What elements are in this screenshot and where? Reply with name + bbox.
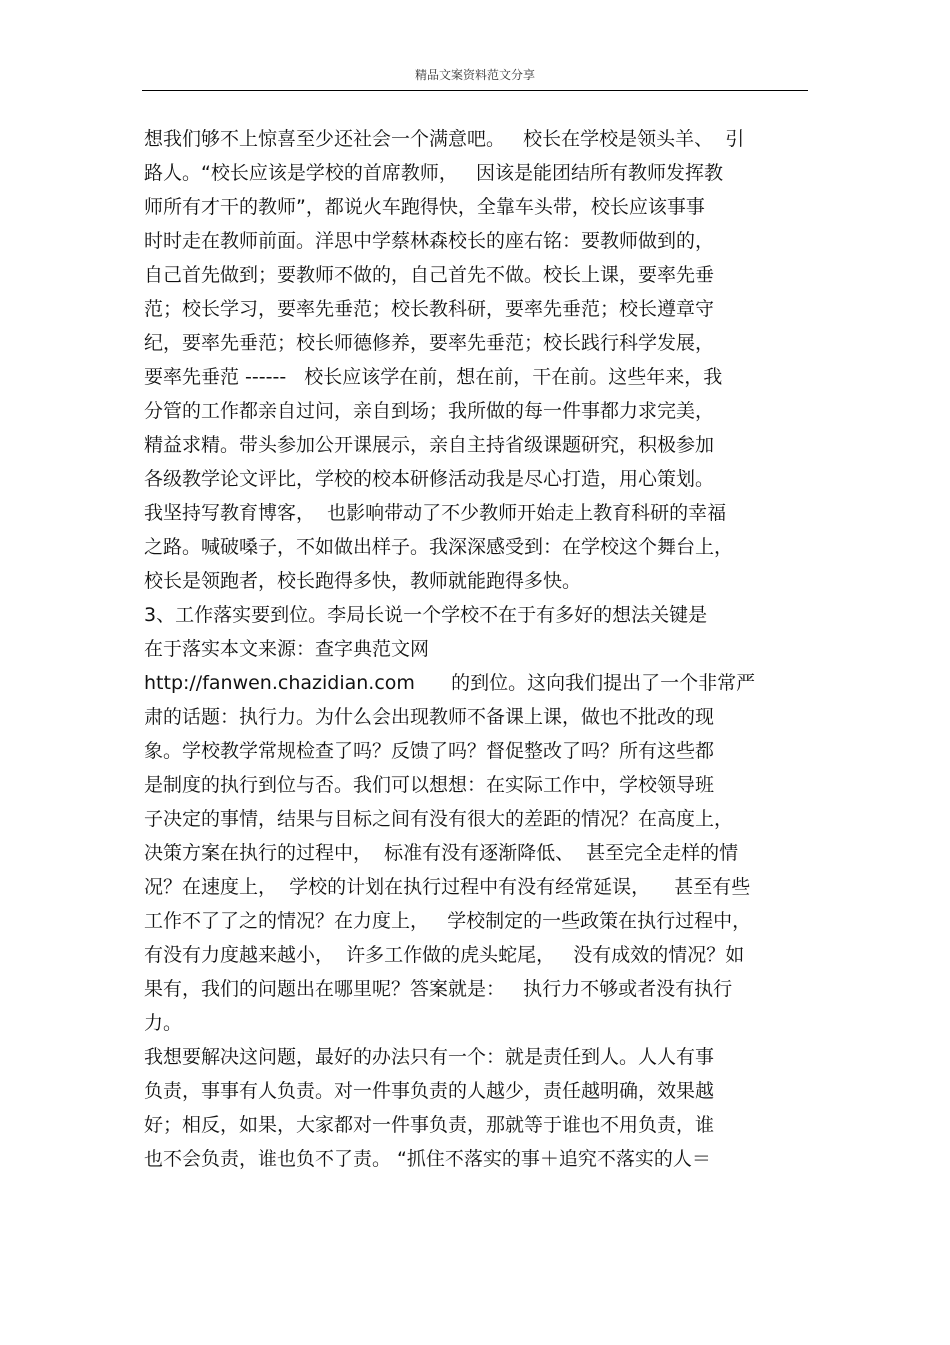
- text-line: 想我们够不上惊喜至少还社会一个满意吧。 校长在学校是领头羊、 引: [144, 128, 745, 150]
- text-line: 有没有力度越来越小， 许多工作做的虎头蛇尾， 没有成效的情况？如: [144, 944, 745, 966]
- text-line: 自己首先做到；要教师不做的，自己首先不做。校长上课，要率先垂: [144, 264, 715, 286]
- document-body: [144, 122, 824, 1178]
- header-divider: [142, 90, 808, 91]
- text-line: 分管的工作都亲自过问，亲自到场；我所做的每一件事都力求完美，: [144, 400, 715, 422]
- text-line: 果有，我们的问题出在哪里呢？答案就是： 执行力不够或者没有执行: [144, 978, 733, 1000]
- text-line: 师所有才干的教师”，都说火车跑得快，全靠车头带，校长应该事事: [144, 196, 705, 218]
- text-line: 纪，要率先垂范；校长师德修养，要率先垂范；校长践行科学发展，: [144, 332, 715, 354]
- text-line: 象。学校教学常规检查了吗？反馈了吗？督促整改了吗？所有这些都: [144, 740, 715, 762]
- text-line: 我坚持写教育博客， 也影响带动了不少教师开始走上教育科研的幸福: [144, 502, 727, 524]
- text-line: 之路。喊破嗓子，不如做出样子。我深深感受到：在学校这个舞台上，: [144, 536, 734, 558]
- text-line: 范；校长学习，要率先垂范；校长教科研，要率先垂范；校长遵章守: [144, 298, 715, 320]
- section-heading-line: 3、工作落实要到位。李局长说一个学校不在于有多好的想法关键是: [144, 604, 708, 626]
- text-line: 要率先垂范 ------ 校长应该学在前，想在前，干在前。这些年来，我: [144, 366, 723, 388]
- text-line: 我想要解决这问题，最好的办法只有一个：就是责任到人。人人有事: [144, 1046, 715, 1068]
- text-line: 决策方案在执行的过程中， 标准有没有逐渐降低、 甚至完全走样的情: [144, 842, 739, 864]
- text-line: 路人。“校长应该是学校的首席教师， 因该是能团结所有教师发挥教: [144, 162, 723, 184]
- text-line: 各级教学论文评比，学校的校本研修活动我是尽心打造，用心策划。: [144, 468, 715, 490]
- text-line: 在于落实本文来源：查字典范文网: [144, 638, 430, 660]
- text-line: 校长是领跑者，校长跑得多快，教师就能跑得多快。: [144, 570, 582, 592]
- text-line: 是制度的执行到位与否。我们可以想想：在实际工作中，学校领导班: [144, 774, 715, 796]
- text-line: 好；相反，如果，大家都对一件事负责，那就等于谁也不用负责，谁: [144, 1114, 715, 1136]
- text-line: 子决定的事情，结果与目标之间有没有很大的差距的情况？在高度上，: [144, 808, 734, 830]
- text-line: 工作不了了之的情况？在力度上， 学校制定的一些政策在执行过程中，: [144, 910, 752, 932]
- source-url-line: http://fanwen.chazidian.com 的到位。这向我们提出了一个非常严: [144, 672, 756, 694]
- text-line: 力。: [144, 1012, 183, 1034]
- text-line: 肃的话题：执行力。为什么会出现教师不备课上课，做也不批改的现: [144, 706, 715, 728]
- text-line: 负责，事事有人负责。对一件事负责的人越少，责任越明确，效果越: [144, 1080, 715, 1102]
- text-line: 时时走在教师前面。洋思中学蔡林森校长的座右铭：要教师做到的，: [144, 230, 715, 252]
- text-line: 也不会负责，谁也负不了责。 “抓住不落实的事＋追究不落实的人＝: [144, 1148, 711, 1170]
- text-line: 精益求精。带头参加公开课展示，亲自主持省级课题研究，积极参加: [144, 434, 715, 456]
- page-header-title: 精品文案资料范文分享: [414, 68, 535, 82]
- text-line: 况？在速度上， 学校的计划在执行过程中有没有经常延误， 甚至有些: [144, 876, 751, 898]
